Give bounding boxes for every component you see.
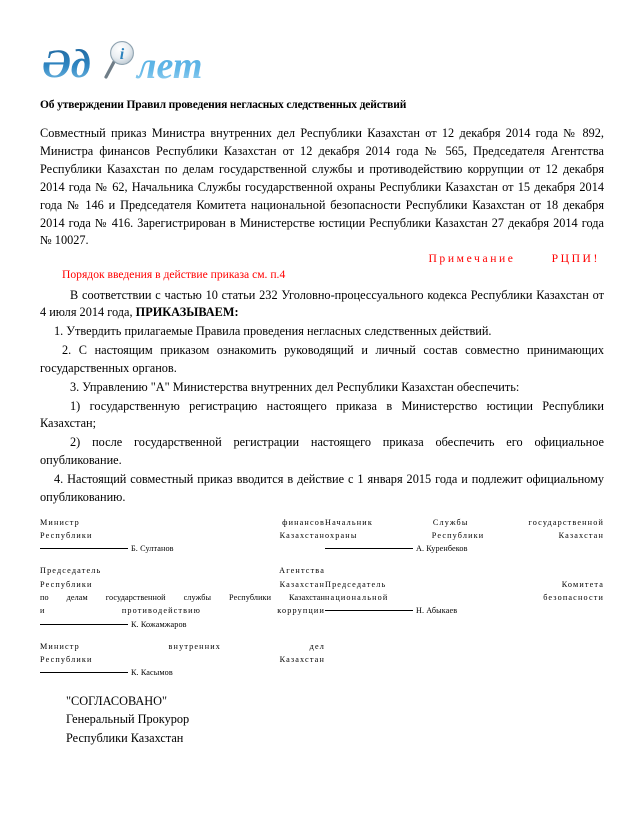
signatory-name-row: [40, 666, 325, 679]
signatory-name-row: [325, 604, 604, 617]
signatory-name-row: [40, 542, 325, 555]
signature-left: [40, 516, 325, 556]
signatory-role-line: и противодействию коррупции: [40, 606, 325, 616]
site-logo[interactable]: [40, 36, 604, 88]
clause-3-sub-1: 1) государственную регистрацию настоящего приказа в Министерство юстиции Республики Казахстан;: [40, 398, 604, 431]
clause-2: 2. С настоящим приказом ознакомить руководящий и личный состав совместно принимающих государственных органов.: [40, 343, 604, 375]
signatory-role-line: охраны Республики Казахстан: [325, 530, 604, 540]
clause-1: 1. Утвердить прилагаемые Правила проведения негласных следственных действий.: [54, 324, 492, 339]
signatory-role-line: Министр финансов: [40, 517, 325, 527]
signature-rule: [40, 672, 128, 673]
clause-3-sub-2: 2) после государственной регистрации настоящего приказа обеспечить его официальное опубликование.: [40, 435, 604, 468]
signature-spacer: [40, 555, 604, 564]
signature-rule: [40, 548, 128, 549]
signature-left: [40, 564, 325, 630]
signatory-name: Н. Абыкаев: [416, 606, 458, 616]
notice-source: РЦПИ!: [551, 252, 600, 266]
signature-rule: [40, 624, 128, 625]
signatory-role-line: Республики Казахстан: [40, 579, 325, 589]
signature-right: [325, 640, 604, 680]
signatory-role-line: Председатель Комитета: [325, 579, 604, 589]
clause-3: 3. Управлению "А" Министерства внутренних дел Республики Казахстан обеспечить:: [70, 379, 520, 394]
basis-text: В соответствии с частью 10 статьи 232 Уголовно-процессуального кодекса Республики Казахстан от 4 июля 2014 года,: [40, 287, 604, 320]
signature-left: [40, 640, 325, 680]
signatory-name: К. Кожамжаров: [131, 619, 187, 629]
approval-header: "СОГЛАСОВАНО": [66, 693, 168, 708]
signatory-role-line: по делам государственной службы Республики Казахстан: [40, 592, 325, 602]
signatory-name-row: [325, 542, 604, 555]
signature-rule: [325, 548, 413, 549]
signatory-name: К. Касымов: [131, 668, 173, 678]
document-title: Об утверждении Правил проведения негласных следственных действий: [40, 99, 407, 111]
svg-text:лет: лет: [137, 45, 203, 87]
signature-group: [40, 564, 604, 630]
notice-label: Примечание: [428, 252, 516, 266]
signatory-role-line: Начальник Службы государственной: [325, 517, 604, 527]
approval-country: Республики Казахстан: [66, 730, 184, 745]
logo-badge-letter: i: [119, 46, 125, 63]
signatory-name-row: [40, 618, 325, 631]
signatory-role-line: Республики Казахстан: [40, 530, 325, 540]
signatory-role-line: национальной безопасности: [325, 592, 604, 602]
signatory-role-line: Республики Казахстан: [40, 655, 325, 665]
clause-4: 4. Настоящий совместный приказ вводится в действие с 1 января 2015 года и подлежит официальному опубликованию.: [40, 471, 604, 504]
svg-text:Әд: Әд: [42, 41, 91, 86]
signature-block: [40, 516, 604, 680]
signature-rule: [325, 610, 413, 611]
notice-link[interactable]: Порядок введения в действие приказа см. п.4: [62, 268, 286, 282]
basis-paragraph: [40, 287, 604, 323]
document-preamble: Совместный приказ Министра внутренних дел Республики Казахстан от 12 декабря 2014 года № 892, Министра финансов Республики Казахстан от 12 декабря 2014 года № 565, Председателя Агентства Республики Казахстан по делам государственной службы и противодействию коррупции от 12 декабря 2014 года № 62, Начальника Службы государственной охраны Республики Казахстан от 15 декабря 2014 года № 146 и Председателя Комитета национальной безопасности Республики Казахстан от 18 декабря 2014 года № 416. Зарегистрирован в Министерстве юстиции Республики Казахстан 27 декабря 2014 года № 10027.: [40, 126, 604, 248]
rcpi-notice: [40, 251, 604, 267]
signatory-name: Б. Султанов: [131, 544, 174, 554]
signatory-role-line: Председатель Агентства: [40, 566, 325, 576]
approval-block: [66, 692, 604, 747]
signatory-role-line: Министр внутренних дел: [40, 641, 325, 651]
signature-right: [325, 564, 604, 630]
adilet-logo-icon: [40, 36, 220, 88]
order-verb: ПРИКАЗЫВАЕМ:: [135, 305, 239, 320]
approval-role: Генеральный Прокурор: [66, 712, 190, 727]
signature-group: [40, 640, 604, 680]
signature-spacer: [40, 631, 604, 640]
signatory-name: А. Куренбеков: [416, 544, 468, 554]
signature-group: [40, 516, 604, 556]
signature-right: [325, 516, 604, 556]
